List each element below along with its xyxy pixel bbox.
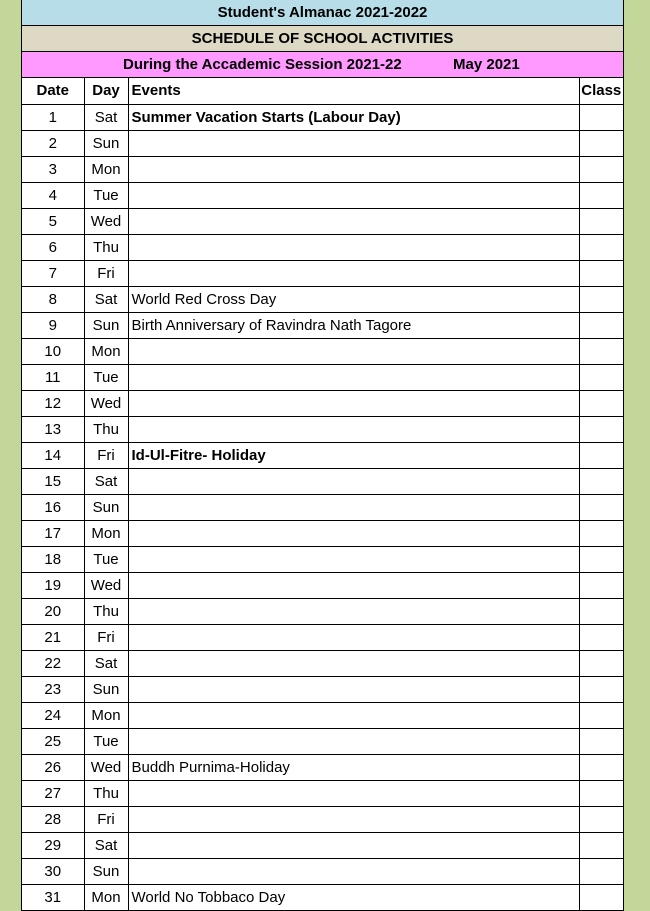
- event-cell[interactable]: [128, 858, 579, 884]
- event-cell[interactable]: [128, 650, 579, 676]
- class-cell[interactable]: [579, 364, 623, 390]
- date-cell[interactable]: 24: [22, 702, 84, 728]
- column-header-date: Date: [22, 78, 84, 104]
- day-cell[interactable]: Tue: [84, 364, 128, 390]
- class-cell[interactable]: [579, 676, 623, 702]
- class-cell[interactable]: [579, 234, 623, 260]
- event-cell[interactable]: [128, 338, 579, 364]
- event-cell[interactable]: [128, 676, 579, 702]
- class-cell[interactable]: [579, 442, 623, 468]
- day-cell[interactable]: Sat: [84, 104, 128, 130]
- day-cell[interactable]: Sun: [84, 130, 128, 156]
- date-cell[interactable]: 11: [22, 364, 84, 390]
- day-cell[interactable]: Fri: [84, 624, 128, 650]
- right-margin-column: [623, 0, 650, 911]
- column-header-class: Class: [579, 78, 623, 104]
- day-cell[interactable]: Sat: [84, 468, 128, 494]
- day-cell[interactable]: Thu: [84, 234, 128, 260]
- day-cell[interactable]: Mon: [84, 156, 128, 182]
- event-cell[interactable]: [128, 598, 579, 624]
- date-cell[interactable]: 27: [22, 780, 84, 806]
- event-cell[interactable]: [128, 546, 579, 572]
- table-row[interactable]: [22, 364, 623, 390]
- event-cell[interactable]: [128, 390, 579, 416]
- event-cell[interactable]: [128, 130, 579, 156]
- event-cell[interactable]: [128, 494, 579, 520]
- schedule-table: [22, 78, 623, 911]
- table-row[interactable]: [22, 650, 623, 676]
- class-cell[interactable]: [579, 806, 623, 832]
- class-cell[interactable]: [579, 182, 623, 208]
- date-cell[interactable]: 8: [22, 286, 84, 312]
- table-row[interactable]: [22, 338, 623, 364]
- date-cell[interactable]: 9: [22, 312, 84, 338]
- class-cell[interactable]: [579, 728, 623, 754]
- class-cell[interactable]: [579, 598, 623, 624]
- class-cell[interactable]: [579, 884, 623, 910]
- date-cell[interactable]: 17: [22, 520, 84, 546]
- event-cell[interactable]: [128, 572, 579, 598]
- date-cell[interactable]: 1: [22, 104, 84, 130]
- table-row[interactable]: [22, 442, 623, 468]
- class-cell[interactable]: [579, 286, 623, 312]
- day-cell[interactable]: Mon: [84, 338, 128, 364]
- session-label: During the Accademic Session 2021-22: [123, 56, 402, 73]
- class-cell[interactable]: [579, 338, 623, 364]
- table-row[interactable]: [22, 702, 623, 728]
- date-cell[interactable]: 6: [22, 234, 84, 260]
- date-cell[interactable]: 12: [22, 390, 84, 416]
- day-cell[interactable]: Sat: [84, 832, 128, 858]
- table-header-row: [22, 78, 623, 104]
- event-cell[interactable]: Birth Anniversary of Ravindra Nath Tagore: [128, 312, 579, 338]
- class-cell[interactable]: [579, 858, 623, 884]
- date-cell[interactable]: 30: [22, 858, 84, 884]
- table-row[interactable]: [22, 884, 623, 910]
- day-cell[interactable]: Tue: [84, 182, 128, 208]
- class-cell[interactable]: [579, 260, 623, 286]
- event-cell[interactable]: [128, 260, 579, 286]
- class-cell[interactable]: [579, 494, 623, 520]
- day-cell[interactable]: Wed: [84, 208, 128, 234]
- date-cell[interactable]: 16: [22, 494, 84, 520]
- class-cell[interactable]: [579, 624, 623, 650]
- event-cell[interactable]: World No Tobbaco Day: [128, 884, 579, 910]
- table-row[interactable]: [22, 624, 623, 650]
- day-cell[interactable]: Mon: [84, 520, 128, 546]
- class-cell[interactable]: [579, 390, 623, 416]
- date-cell[interactable]: 23: [22, 676, 84, 702]
- date-cell[interactable]: 2: [22, 130, 84, 156]
- table-row[interactable]: [22, 468, 623, 494]
- date-cell[interactable]: 10: [22, 338, 84, 364]
- event-cell[interactable]: [128, 624, 579, 650]
- date-cell[interactable]: 5: [22, 208, 84, 234]
- almanac-title: Student's Almanac 2021-2022: [22, 0, 623, 26]
- class-cell[interactable]: [579, 104, 623, 130]
- schedule-subtitle: SCHEDULE OF SCHOOL ACTIVITIES: [22, 26, 623, 52]
- class-cell[interactable]: [579, 702, 623, 728]
- day-cell[interactable]: Mon: [84, 702, 128, 728]
- day-cell[interactable]: Sun: [84, 312, 128, 338]
- table-row[interactable]: [22, 728, 623, 754]
- date-cell[interactable]: 26: [22, 754, 84, 780]
- class-cell[interactable]: [579, 156, 623, 182]
- date-cell[interactable]: 25: [22, 728, 84, 754]
- table-row[interactable]: [22, 832, 623, 858]
- date-cell[interactable]: 14: [22, 442, 84, 468]
- left-margin-column: [0, 0, 22, 911]
- class-cell[interactable]: [579, 208, 623, 234]
- event-cell[interactable]: [128, 156, 579, 182]
- day-cell[interactable]: Thu: [84, 416, 128, 442]
- date-cell[interactable]: 28: [22, 806, 84, 832]
- day-cell[interactable]: Tue: [84, 728, 128, 754]
- class-cell[interactable]: [579, 832, 623, 858]
- table-row[interactable]: [22, 546, 623, 572]
- class-cell[interactable]: [579, 650, 623, 676]
- table-row[interactable]: [22, 806, 623, 832]
- day-cell[interactable]: Sat: [84, 650, 128, 676]
- column-header-day: Day: [84, 78, 128, 104]
- month-label: May 2021: [453, 56, 520, 73]
- table-row[interactable]: [22, 416, 623, 442]
- day-cell[interactable]: Sun: [84, 676, 128, 702]
- date-cell[interactable]: 13: [22, 416, 84, 442]
- event-cell[interactable]: [128, 702, 579, 728]
- event-cell[interactable]: World Red Cross Day: [128, 286, 579, 312]
- event-cell[interactable]: [128, 780, 579, 806]
- table-row[interactable]: [22, 676, 623, 702]
- day-cell[interactable]: Thu: [84, 598, 128, 624]
- event-cell[interactable]: [128, 468, 579, 494]
- table-row[interactable]: [22, 260, 623, 286]
- almanac-sheet: [22, 0, 623, 911]
- table-row[interactable]: [22, 494, 623, 520]
- day-cell[interactable]: Fri: [84, 442, 128, 468]
- day-cell[interactable]: Thu: [84, 780, 128, 806]
- date-cell[interactable]: 7: [22, 260, 84, 286]
- class-cell[interactable]: [579, 468, 623, 494]
- table-row[interactable]: [22, 104, 623, 130]
- table-row[interactable]: [22, 520, 623, 546]
- date-cell[interactable]: 4: [22, 182, 84, 208]
- table-row[interactable]: [22, 286, 623, 312]
- class-cell[interactable]: [579, 416, 623, 442]
- table-row[interactable]: [22, 572, 623, 598]
- session-banner: [22, 52, 623, 78]
- event-cell[interactable]: [128, 416, 579, 442]
- event-cell[interactable]: [128, 364, 579, 390]
- table-row[interactable]: [22, 598, 623, 624]
- date-cell[interactable]: 19: [22, 572, 84, 598]
- table-row[interactable]: [22, 780, 623, 806]
- table-row[interactable]: [22, 390, 623, 416]
- event-cell[interactable]: [128, 832, 579, 858]
- table-row[interactable]: [22, 208, 623, 234]
- date-cell[interactable]: 3: [22, 156, 84, 182]
- event-cell[interactable]: [128, 728, 579, 754]
- day-cell[interactable]: Wed: [84, 572, 128, 598]
- table-row[interactable]: [22, 312, 623, 338]
- class-cell[interactable]: [579, 572, 623, 598]
- column-header-events: Events: [128, 78, 579, 104]
- day-cell[interactable]: Fri: [84, 260, 128, 286]
- day-cell[interactable]: Mon: [84, 884, 128, 910]
- date-cell[interactable]: 31: [22, 884, 84, 910]
- date-cell[interactable]: 29: [22, 832, 84, 858]
- event-cell[interactable]: Summer Vacation Starts (Labour Day): [128, 104, 579, 130]
- schedule-rows: [22, 104, 623, 910]
- date-cell[interactable]: 18: [22, 546, 84, 572]
- class-cell[interactable]: [579, 130, 623, 156]
- class-cell[interactable]: [579, 312, 623, 338]
- day-cell[interactable]: Sun: [84, 858, 128, 884]
- event-cell[interactable]: [128, 234, 579, 260]
- event-cell[interactable]: [128, 520, 579, 546]
- table-row[interactable]: [22, 754, 623, 780]
- date-cell[interactable]: 20: [22, 598, 84, 624]
- class-cell[interactable]: [579, 520, 623, 546]
- table-row[interactable]: [22, 156, 623, 182]
- day-cell[interactable]: Wed: [84, 754, 128, 780]
- event-cell[interactable]: [128, 208, 579, 234]
- date-cell[interactable]: 15: [22, 468, 84, 494]
- date-cell[interactable]: 22: [22, 650, 84, 676]
- class-cell[interactable]: [579, 546, 623, 572]
- class-cell[interactable]: [579, 780, 623, 806]
- day-cell[interactable]: Wed: [84, 390, 128, 416]
- event-cell[interactable]: Buddh Purnima-Holiday: [128, 754, 579, 780]
- date-cell[interactable]: 21: [22, 624, 84, 650]
- day-cell[interactable]: Tue: [84, 546, 128, 572]
- class-cell[interactable]: [579, 754, 623, 780]
- table-row[interactable]: [22, 234, 623, 260]
- event-cell[interactable]: [128, 806, 579, 832]
- day-cell[interactable]: Sun: [84, 494, 128, 520]
- table-row[interactable]: [22, 130, 623, 156]
- day-cell[interactable]: Fri: [84, 806, 128, 832]
- table-row[interactable]: [22, 182, 623, 208]
- event-cell[interactable]: Id-Ul-Fitre- Holiday: [128, 442, 579, 468]
- event-cell[interactable]: [128, 182, 579, 208]
- day-cell[interactable]: Sat: [84, 286, 128, 312]
- table-row[interactable]: [22, 858, 623, 884]
